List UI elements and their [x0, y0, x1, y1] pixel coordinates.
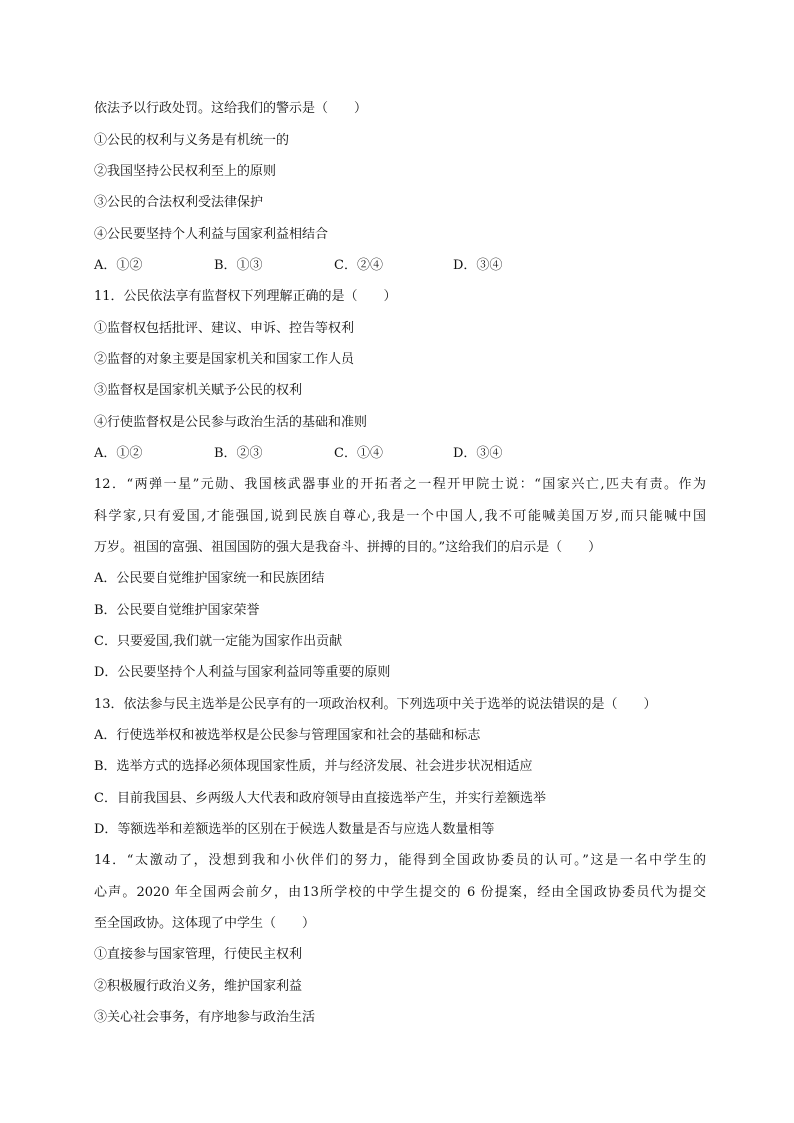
q12-option-d: D．公民要坚持个人利益与国家利益同等重要的原则 [94, 665, 391, 680]
q11-item-2: ②监督的对象主要是国家机关和国家工作人员 [94, 352, 355, 367]
q10-item-2: ②我国坚持公民权利至上的原则 [94, 164, 277, 179]
q10-option-a: A．①② [94, 258, 143, 273]
q13-stem: 13．依法参与民主选举是公民享有的一项政治权利。下列选项中关于选举的说法错误的是（ ） [94, 697, 657, 712]
q12-stem-line-3: 万岁。祖国的富强、祖国国防的强大是我奋斗、拼搏的目的。”这给我们的启示是（ ） [94, 540, 602, 555]
q12-option-c: C．只要爱国,我们就一定能为国家作出贡献 [94, 634, 343, 649]
q12-option-a: A．公民要自觉维护国家统一和民族团结 [94, 571, 325, 586]
q13-option-d: D．等额选举和差额选举的区别在于候选人数量是否与应选人数量相等 [94, 822, 495, 837]
q10-item-4: ④公民要坚持个人利益与国家利益相结合 [94, 227, 329, 242]
q10-option-c: C．②④ [334, 258, 383, 273]
q14-item-3: ③关心社会事务，有序地参与政治生活 [94, 1010, 316, 1025]
q11-option-c: C．①④ [334, 446, 383, 461]
q10-option-b: B．①③ [214, 258, 263, 273]
q13-option-b: B．选举方式的选择必须体现国家性质，并与经济发展、社会进步状况相适应 [94, 759, 533, 774]
q14-item-1: ①直接参与国家管理，行使民主权利 [94, 947, 303, 962]
q11-item-4: ④行使监督权是公民参与政治生活的基础和准则 [94, 415, 368, 430]
q14-item-2: ②积极履行政治义务，维护国家利益 [94, 979, 303, 994]
q10-item-3: ③公民的合法权利受法律保护 [94, 195, 264, 210]
q12-stem-line-1: 12．“两弹一星”元勋、我国核武器事业的开拓者之一程开甲院士说：“国家兴亡,匹夫有责。作为 [94, 477, 706, 492]
q11-option-a: A．①② [94, 446, 143, 461]
q11-item-3: ③监督权是国家机关赋予公民的权利 [94, 383, 303, 398]
q11-item-1: ①监督权包括批评、建议、申诉、控告等权利 [94, 321, 355, 336]
q12-stem-line-2: 科学家,只有爱国,才能强国,说到民族自尊心,我是一个中国人,我不可能喊美国万岁,而只能喊中国 [94, 509, 706, 524]
q10-item-1: ①公民的权利与义务是有机统一的 [94, 133, 290, 148]
q14-stem-line-2: 心声。2020 年全国两会前夕，由13所学校的中学生提交的 6 份提案，经由全国政协委员代为提交 [94, 885, 706, 900]
q13-option-a: A．行使选举权和被选举权是公民参与管理国家和社会的基础和标志 [94, 728, 481, 743]
q10-option-d: D．③④ [453, 258, 503, 273]
q10-stem-tail: 依法予以行政处罚。这给我们的警示是（ ） [94, 101, 368, 116]
q14-stem-line-1: 14．“太激动了，没想到我和小伙伴们的努力，能得到全国政协委员的认可。”这是一名中学生的 [94, 853, 706, 868]
q13-option-c: C．目前我国县、乡两级人大代表和政府领导由直接选举产生，并实行差额选举 [94, 791, 546, 806]
q11-option-d: D．③④ [453, 446, 503, 461]
q11-option-b: B．②③ [214, 446, 263, 461]
q14-stem-line-3: 至全国政协。这体现了中学生（ ） [94, 916, 316, 931]
q11-stem: 11．公民依法享有监督权下列理解正确的是（ ） [94, 289, 397, 304]
q12-option-b: B．公民要自觉维护国家荣誉 [94, 603, 260, 618]
